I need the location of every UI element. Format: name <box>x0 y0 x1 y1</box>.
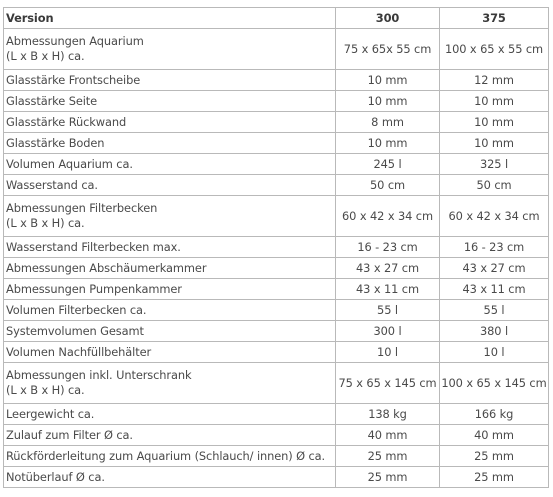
row-label-line: Wasserstand Filterbecken max. <box>6 239 181 254</box>
header-300: 300 <box>336 8 440 29</box>
row-label-line: Glasstärke Frontscheibe <box>6 72 141 87</box>
row-label <box>4 279 336 300</box>
header-version: Version <box>4 8 336 29</box>
value-375: 12 mm <box>440 70 549 91</box>
row-label-line: Volumen Filterbecken ca. <box>6 302 147 317</box>
value-375: 25 mm <box>440 467 549 488</box>
value-300: 25 mm <box>336 467 440 488</box>
table-row <box>4 133 549 154</box>
row-label <box>4 112 336 133</box>
value-300: 75 x 65 x 145 cm <box>336 363 440 404</box>
row-label-line: Wasserstand ca. <box>6 177 98 192</box>
row-label <box>4 29 336 70</box>
value-375: 100 x 65 x 55 cm <box>440 29 549 70</box>
table-row <box>4 425 549 446</box>
table-row <box>4 91 549 112</box>
table-row <box>4 321 549 342</box>
row-label-line: Abmessungen Abschäumerkammer <box>6 260 207 275</box>
row-label-line: Abmessungen Filterbecken <box>6 201 158 215</box>
value-375: 43 x 27 cm <box>440 258 549 279</box>
row-label-line: Zulauf zum Filter Ø ca. <box>6 427 133 442</box>
table-row <box>4 112 549 133</box>
header-row <box>4 8 549 29</box>
value-375: 10 mm <box>440 112 549 133</box>
value-375: 60 x 42 x 34 cm <box>440 196 549 237</box>
value-300: 25 mm <box>336 446 440 467</box>
value-300: 245 l <box>336 154 440 175</box>
row-label-line: Abmessungen Aquarium <box>6 34 144 48</box>
value-300: 300 l <box>336 321 440 342</box>
table-row <box>4 175 549 196</box>
row-label <box>4 446 336 467</box>
table-row <box>4 342 549 363</box>
spec-table-body <box>4 29 549 488</box>
row-label-line: (L x B x H) ca. <box>6 49 85 63</box>
value-375: 166 kg <box>440 404 549 425</box>
value-300: 50 cm <box>336 175 440 196</box>
value-375: 325 l <box>440 154 549 175</box>
value-375: 10 mm <box>440 133 549 154</box>
header-375: 375 <box>440 8 549 29</box>
row-label <box>4 175 336 196</box>
value-300: 138 kg <box>336 404 440 425</box>
table-row <box>4 196 549 237</box>
row-label <box>4 154 336 175</box>
value-300: 43 x 27 cm <box>336 258 440 279</box>
value-375: 40 mm <box>440 425 549 446</box>
table-row <box>4 237 549 258</box>
value-300: 43 x 11 cm <box>336 279 440 300</box>
row-label-line: Leergewicht ca. <box>6 406 95 421</box>
row-label-line: Abmessungen Pumpenkammer <box>6 281 182 296</box>
row-label-line: (L x B x H) ca. <box>6 216 85 230</box>
table-row <box>4 467 549 488</box>
row-label <box>4 467 336 488</box>
table-row <box>4 446 549 467</box>
row-label-line: Volumen Aquarium ca. <box>6 156 133 171</box>
value-375: 380 l <box>440 321 549 342</box>
spec-table <box>3 7 549 488</box>
value-300: 10 mm <box>336 91 440 112</box>
row-label-line: Abmessungen inkl. Unterschrank <box>6 368 192 382</box>
row-label-line: Glasstärke Seite <box>6 93 98 108</box>
row-label-line: (L x B x H) ca. <box>6 383 85 397</box>
value-375: 25 mm <box>440 446 549 467</box>
table-row <box>4 404 549 425</box>
value-375: 16 - 23 cm <box>440 237 549 258</box>
value-300: 75 x 65x 55 cm <box>336 29 440 70</box>
value-300: 10 mm <box>336 70 440 91</box>
row-label <box>4 404 336 425</box>
value-300: 10 l <box>336 342 440 363</box>
value-375: 55 l <box>440 300 549 321</box>
row-label-line: Notüberlauf Ø ca. <box>6 469 105 484</box>
row-label-line: Glasstärke Boden <box>6 135 105 150</box>
value-300: 60 x 42 x 34 cm <box>336 196 440 237</box>
table-row <box>4 70 549 91</box>
value-300: 8 mm <box>336 112 440 133</box>
row-label-line: Systemvolumen Gesamt <box>6 323 144 338</box>
value-375: 50 cm <box>440 175 549 196</box>
value-375: 10 mm <box>440 91 549 112</box>
value-300: 16 - 23 cm <box>336 237 440 258</box>
row-label-line: Glasstärke Rückwand <box>6 114 127 129</box>
table-row <box>4 363 549 404</box>
row-label-line: Rückförderleitung zum Aquarium (Schlauch/ innen) Ø ca. <box>6 448 326 463</box>
value-300: 40 mm <box>336 425 440 446</box>
value-375: 100 x 65 x 145 cm <box>440 363 549 404</box>
value-375: 43 x 11 cm <box>440 279 549 300</box>
value-375: 10 l <box>440 342 549 363</box>
row-label <box>4 425 336 446</box>
table-row <box>4 300 549 321</box>
row-label <box>4 363 336 404</box>
table-row <box>4 154 549 175</box>
row-label <box>4 321 336 342</box>
row-label <box>4 133 336 154</box>
row-label <box>4 91 336 112</box>
row-label <box>4 342 336 363</box>
table-row <box>4 258 549 279</box>
table-row <box>4 279 549 300</box>
table-row <box>4 29 549 70</box>
row-label-line: Volumen Nachfüllbehälter <box>6 344 152 359</box>
row-label <box>4 300 336 321</box>
value-300: 55 l <box>336 300 440 321</box>
value-300: 10 mm <box>336 133 440 154</box>
row-label <box>4 70 336 91</box>
row-label <box>4 196 336 237</box>
row-label <box>4 258 336 279</box>
row-label <box>4 237 336 258</box>
